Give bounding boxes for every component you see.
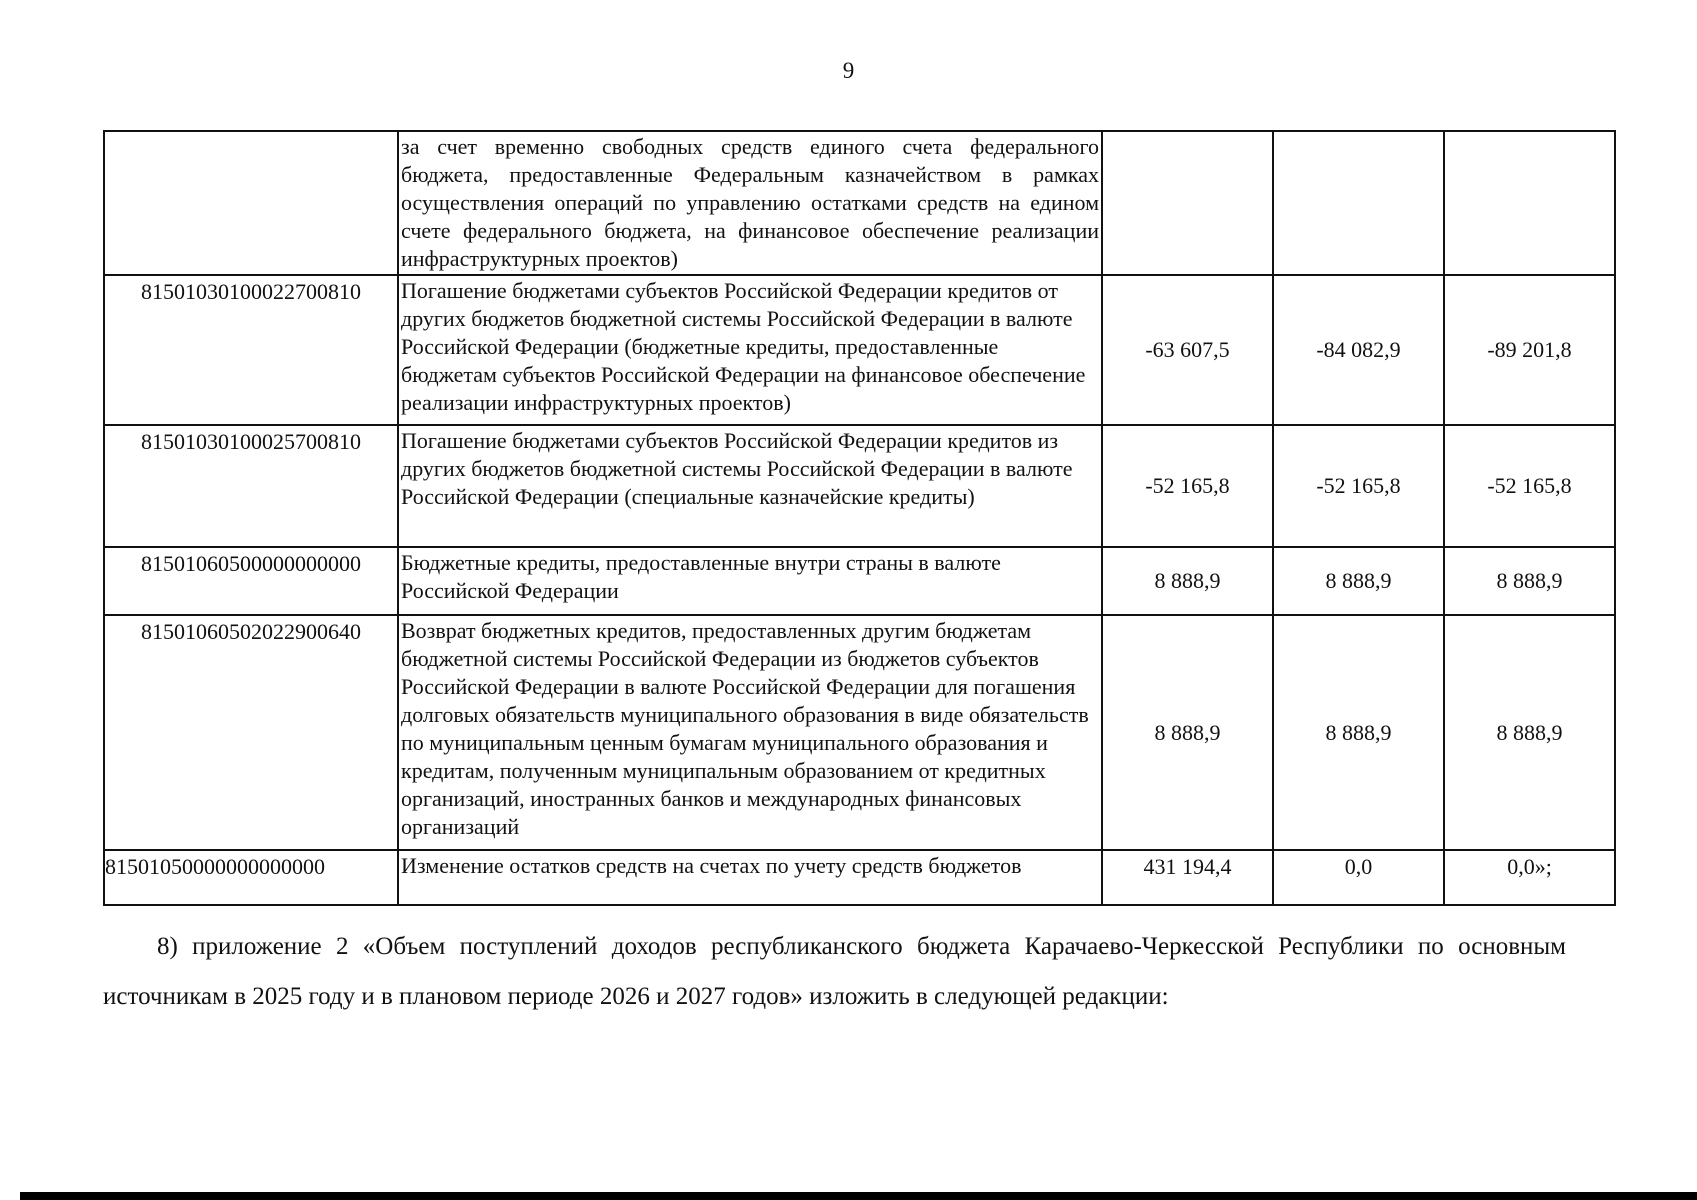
row-value-2026 bbox=[1273, 131, 1444, 275]
row-description: Погашение бюджетами субъектов Российской Федерации кредитов из других бюджетов бюджетной системы Российской Федерации в валюте Российской Федерации (специальные казначейские кредиты) bbox=[398, 425, 1102, 547]
table-row bbox=[104, 547, 1615, 615]
row-value-2025 bbox=[1102, 131, 1273, 275]
row-description: Изменение остатков средств на счетах по учету средств бюджетов bbox=[398, 850, 1102, 905]
row-description: за счет временно свободных средств единого счета федерального бюджета, предоставленные Федеральным казначейством в рамках осуществления операций по управлению остатками средств на едином счете федерального бюджета, на финансовое обеспечение реализации инфраструктурных проектов) bbox=[398, 131, 1102, 275]
row-value-2025: 431 194,4 bbox=[1102, 850, 1273, 905]
row-value-2026: -84 082,9 bbox=[1273, 275, 1444, 425]
row-code: 81501050000000000000 bbox=[104, 850, 398, 905]
row-value-2027: 0,0»; bbox=[1444, 850, 1615, 905]
row-code: 81501060502022900640 bbox=[104, 615, 398, 850]
row-value-2026: 8 888,9 bbox=[1273, 615, 1444, 850]
page-number: 9 bbox=[842, 58, 855, 83]
row-value-2025: -52 165,8 bbox=[1102, 425, 1273, 547]
table-row bbox=[104, 425, 1615, 547]
row-value-2025: 8 888,9 bbox=[1102, 615, 1273, 850]
row-value-2027: -89 201,8 bbox=[1444, 275, 1615, 425]
scan-edge-bar bbox=[20, 1192, 1697, 1200]
row-value-2027 bbox=[1444, 131, 1615, 275]
row-value-2027: 8 888,9 bbox=[1444, 547, 1615, 615]
row-value-2025: -63 607,5 bbox=[1102, 275, 1273, 425]
row-code: 81501060500000000000 bbox=[104, 547, 398, 615]
row-value-2025: 8 888,9 bbox=[1102, 547, 1273, 615]
row-description: Возврат бюджетных кредитов, предоставленных другим бюджетам бюджетной системы Российской Федерации из бюджетов субъектов Российской Федерации в валюте Российской Федерации для погашения долговых обязательств муниципального образования в виде обязательств по муниципальным ценным бумагам муниципального образования и кредитам, полученным муниципальным образованием от кредитных организаций, иностранных банков и международных финансовых организаций bbox=[398, 615, 1102, 850]
row-value-2027: 8 888,9 bbox=[1444, 615, 1615, 850]
budget-sources-table bbox=[103, 130, 1616, 906]
row-value-2026: 8 888,9 bbox=[1273, 547, 1444, 615]
row-value-2026: 0,0 bbox=[1273, 850, 1444, 905]
table-row bbox=[104, 850, 1615, 905]
row-description: Погашение бюджетами субъектов Российской Федерации кредитов от других бюджетов бюджетной системы Российской Федерации в валюте Российской Федерации (бюджетные кредиты, предоставленные бюджетам субъектов Российской Федерации на финансовое обеспечение реализации инфраструктурных проектов) bbox=[398, 275, 1102, 425]
amendment-paragraph: 8) приложение 2 «Объем поступлений доходов республиканского бюджета Карачаево-Черкесской Республики по основным источникам в 2025 году и в плановом периоде 2026 и 2027 годов» изложить в следующей редакции: bbox=[103, 933, 1566, 1010]
row-code bbox=[104, 131, 398, 275]
table-row bbox=[104, 275, 1615, 425]
row-code: 81501030100022700810 bbox=[104, 275, 398, 425]
table-row bbox=[104, 615, 1615, 850]
row-description: Бюджетные кредиты, предоставленные внутри страны в валюте Российской Федерации bbox=[398, 547, 1102, 615]
table-row bbox=[104, 131, 1615, 275]
row-value-2026: -52 165,8 bbox=[1273, 425, 1444, 547]
row-code: 81501030100025700810 bbox=[104, 425, 398, 547]
row-value-2027: -52 165,8 bbox=[1444, 425, 1615, 547]
